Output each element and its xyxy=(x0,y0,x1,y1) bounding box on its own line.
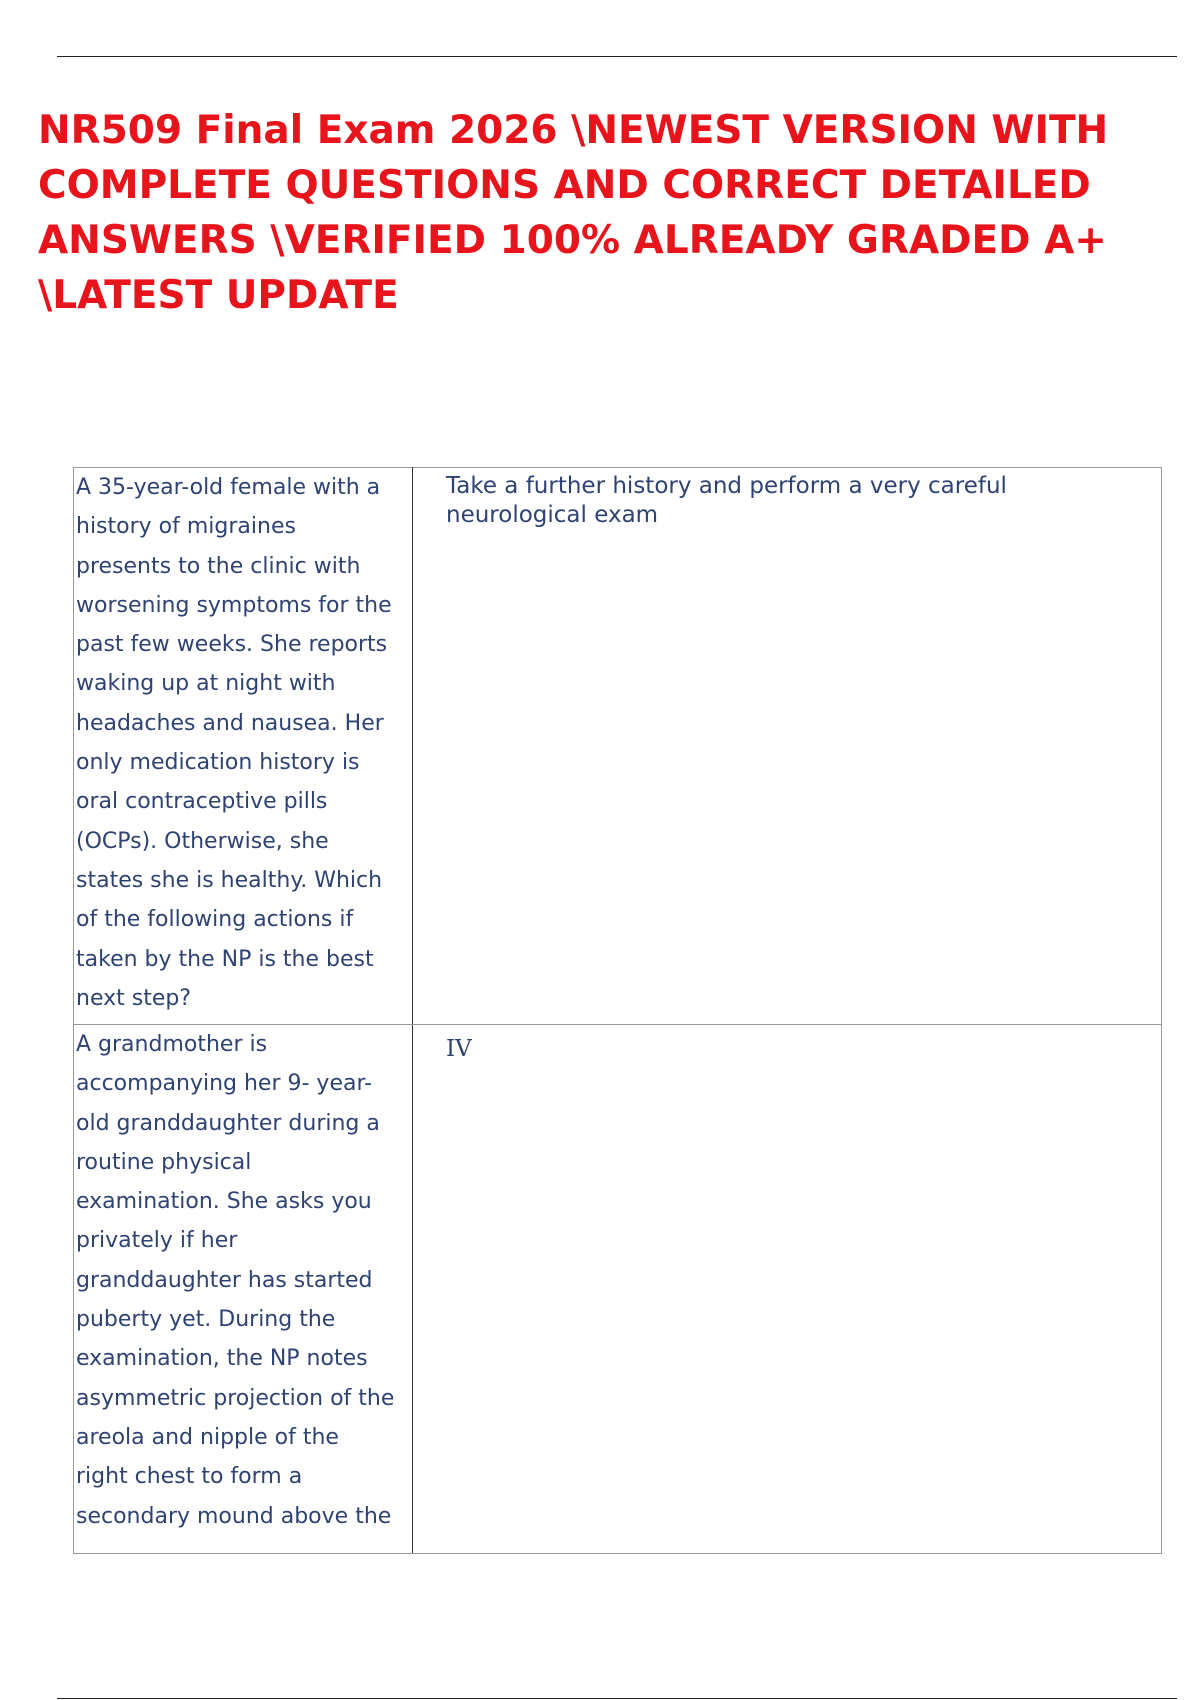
footer-rule xyxy=(57,1698,1177,1699)
question-line: next step? xyxy=(76,985,191,1011)
answer-cell xyxy=(413,468,1162,1025)
question-line: examination. She asks you xyxy=(76,1189,372,1215)
question-line: secondary mound above the xyxy=(76,1503,392,1529)
question-line: past few weeks. She reports xyxy=(76,632,388,658)
question-line: states she is healthy. Which xyxy=(76,867,383,893)
answer-line: IV xyxy=(446,1036,472,1062)
question-cell xyxy=(74,1025,413,1554)
question-line: accompanying her 9- year- xyxy=(76,1071,373,1097)
header-rule xyxy=(57,56,1177,57)
question-line: only medication history is xyxy=(76,750,360,776)
question-line: asymmetric projection of the xyxy=(76,1385,395,1411)
answer-cell xyxy=(413,1025,1162,1554)
title-line: COMPLETE QUESTIONS AND CORRECT DETAILED xyxy=(38,163,1091,208)
question-line: examination, the NP notes xyxy=(76,1346,368,1372)
question-line: (OCPs). Otherwise, she xyxy=(76,828,329,854)
answer-line: Take a further history and perform a very careful xyxy=(446,473,1007,499)
question-line: of the following actions if xyxy=(76,907,354,933)
title-line: \LATEST UPDATE xyxy=(38,273,399,318)
question-line: puberty yet. During the xyxy=(76,1307,336,1333)
question-line: A 35-year-old female with a xyxy=(76,475,381,500)
question-line: presents to the clinic with xyxy=(76,553,361,579)
question-cell xyxy=(74,468,413,1025)
qa-row xyxy=(74,1025,1162,1554)
question-line: oral contraceptive pills xyxy=(76,789,328,815)
qa-table xyxy=(73,467,1162,1554)
qa-row xyxy=(74,468,1162,1025)
question-line: history of migraines xyxy=(76,514,296,540)
question-line: A grandmother is xyxy=(76,1032,268,1057)
answer-line: neurological exam xyxy=(446,502,659,528)
question-line: old granddaughter during a xyxy=(76,1110,380,1136)
question-line: headaches and nausea. Her xyxy=(76,710,384,736)
title-line: NR509 Final Exam 2026 \NEWEST VERSION WITH xyxy=(38,108,1109,153)
document-title xyxy=(38,103,1138,323)
question-line: taken by the NP is the best xyxy=(76,946,374,972)
title-line: ANSWERS \VERIFIED 100% ALREADY GRADED A+ xyxy=(38,218,1107,263)
question-line: granddaughter has started xyxy=(76,1267,373,1293)
question-line: areola and nipple of the xyxy=(76,1424,339,1450)
question-line: worsening symptoms for the xyxy=(76,592,392,618)
question-line: routine physical xyxy=(76,1149,252,1175)
question-line: right chest to form a xyxy=(76,1464,303,1490)
question-line: waking up at night with xyxy=(76,671,336,697)
question-line: privately if her xyxy=(76,1228,238,1254)
